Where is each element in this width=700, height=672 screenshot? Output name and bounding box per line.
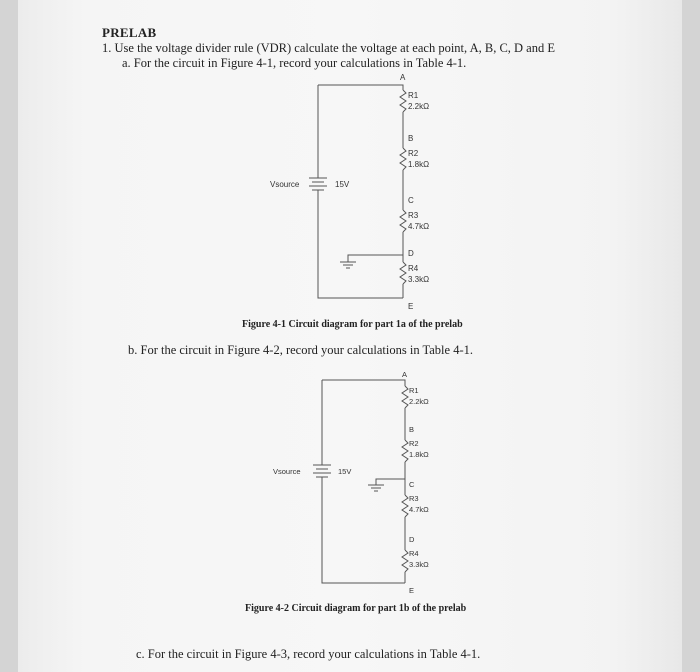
fig1-source-label: Vsource (270, 180, 300, 189)
fig1-r3-value: 4.7kΩ (408, 222, 430, 231)
fig2-node-c: C (409, 480, 415, 489)
fig1-r2-value: 1.8kΩ (408, 160, 430, 169)
fig1-node-b: B (408, 134, 414, 143)
fig1-r2-label: R2 (408, 149, 419, 158)
fig2-source-value: 15V (338, 467, 352, 476)
fig1-node-d: D (408, 249, 414, 258)
prelab-heading: PRELAB (102, 25, 157, 40)
fig2-node-d: D (409, 535, 415, 544)
circuit-diagram-figure-4-2 (18, 0, 682, 672)
fig2-node-a: A (402, 370, 408, 379)
fig2-r2-value: 1.8kΩ (409, 450, 429, 459)
fig1-node-a: A (400, 73, 406, 82)
fig2-r1-value: 2.2kΩ (409, 397, 429, 406)
fig1-r3-label: R3 (408, 211, 419, 220)
fig2-source-label: Vsource (273, 467, 301, 476)
question-1a: a. For the circuit in Figure 4-1, record your calculations in Table 4-1. (122, 56, 467, 70)
question-1c: c. For the circuit in Figure 4-3, record your calculations in Table 4-1. (136, 647, 481, 661)
fig2-r1-label: R1 (409, 386, 419, 395)
fig2-node-e: E (409, 586, 415, 595)
fig1-r1-value: 2.2kΩ (408, 102, 430, 111)
question-1: 1. Use the voltage divider rule (VDR) calculate the voltage at each point, A, B, C, D and E (102, 41, 555, 55)
fig2-r4-value: 3.3kΩ (409, 560, 429, 569)
fig1-r4-label: R4 (408, 264, 419, 273)
fig1-source-value: 15V (335, 180, 350, 189)
fig2-r3-label: R3 (409, 494, 419, 503)
fig2-r2-label: R2 (409, 439, 419, 448)
figure-4-1-caption: Figure 4-1 Circuit diagram for part 1a of the prelab (242, 319, 463, 330)
fig2-r4-label: R4 (409, 549, 419, 558)
document-page (18, 0, 682, 672)
fig1-node-c: C (408, 196, 414, 205)
figure-4-2-caption: Figure 4-2 Circuit diagram for part 1b of the prelab (245, 603, 467, 614)
question-1b: b. For the circuit in Figure 4-2, record your calculations in Table 4-1. (128, 343, 473, 357)
fig1-r4-value: 3.3kΩ (408, 275, 430, 284)
fig2-node-b: B (409, 425, 415, 434)
fig2-r3-value: 4.7kΩ (409, 505, 429, 514)
fig1-r1-label: R1 (408, 91, 419, 100)
fig1-node-e: E (408, 302, 414, 311)
